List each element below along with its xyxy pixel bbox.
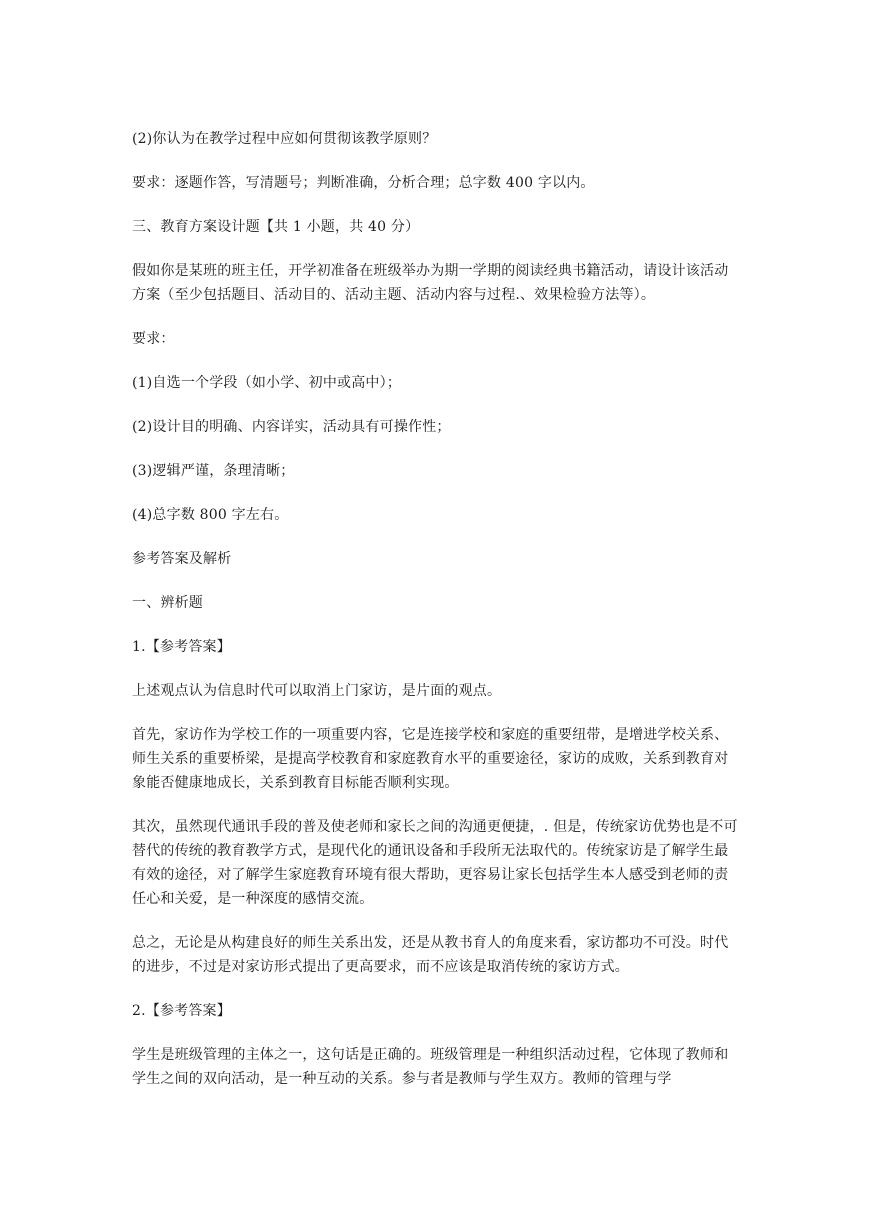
question-2-prompt: (2)你认为在教学过程中应如何贯彻该教学原则？ xyxy=(132,131,437,147)
requirements-label: 要求： xyxy=(132,331,175,347)
answer-1-first-point: 首先，家访作为学校工作的一项重要内容，它是连接学校和家庭的重要纽带，是增进学校关系、师生关系的重要桥梁，是提高学校教育和家庭教育水平的重要途径，家访的成败，关系到教育对象能否健康地成长，关系到教育目标能否顺利实现。 xyxy=(132,727,729,791)
section-one-heading: 一、辨析题 xyxy=(132,595,203,611)
section-three-heading: 三、教育方案设计题【共 1 小题，共 40 分） xyxy=(132,219,420,235)
answer-2-label: 2.【参考答案】 xyxy=(132,1003,231,1019)
answer-1-conclusion: 总之，无论是从构建良好的师生关系出发，还是从教书育人的角度来看，家访都功不可没。时代的进步，不过是对家访形式提出了更高要求，而不应该是取消传统的家访方式。 xyxy=(132,935,729,975)
requirement-item-3: (3)逻辑严谨，条理清晰； xyxy=(132,463,295,479)
answer-requirements: 要求：逐题作答，写清题号；判断准确，分析合理；总字数 400 字以内。 xyxy=(132,175,595,191)
answers-heading: 参考答案及解析 xyxy=(132,551,232,567)
answer-1-second-point: 其次，虽然现代通讯手段的普及使老师和家长之间的沟通更便捷，. 但是，传统家访优势也是不可替代的传统的教育教学方式，是现代化的通讯设备和手段所无法取代的。传统家访是了解学生最有效的途径，对了解学生家庭教育环境有很大帮助，更容易让家长包括学生本人感受到老师的责任心和关爱，是一种深度的感情交流。 xyxy=(132,819,738,907)
answer-2-body: 学生是班级管理的主体之一，这句话是正确的。班级管理是一种组织活动过程，它体现了教师和学生之间的双向活动，是一种互动的关系。参与者是教师与学生双方。教师的管理与学 xyxy=(132,1047,729,1087)
requirement-item-4: (4)总字数 800 字左右。 xyxy=(132,507,289,523)
answer-1-label: 1.【参考答案】 xyxy=(132,639,231,655)
answer-1-thesis: 上述观点认为信息时代可以取消上门家访，是片面的观点。 xyxy=(132,683,502,699)
requirement-item-1: (1)自选一个学段（如小学、初中或高中）； xyxy=(132,375,402,391)
design-task-description: 假如你是某班的班主任，开学初准备在班级举办为期一学期的阅读经典书籍活动，请设计该活动方案（至少包括题目、活动目的、活动主题、活动内容与过程.、效果检验方法等）。 xyxy=(132,263,729,303)
requirement-item-2: (2)设计目的明确、内容详实，活动具有可操作性； xyxy=(132,419,451,435)
document-body xyxy=(132,127,742,1111)
